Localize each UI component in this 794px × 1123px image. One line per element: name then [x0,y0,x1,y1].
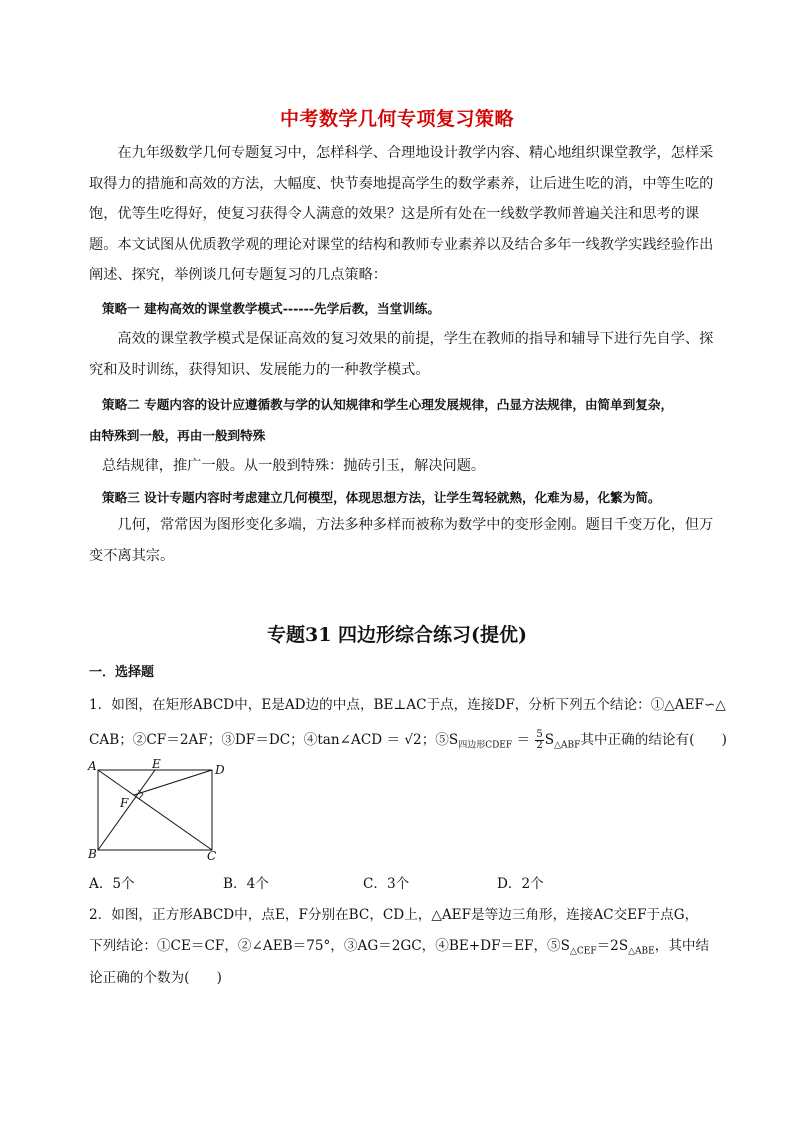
diagonal-ac [98,770,212,850]
q2-line3: 论正确的个数为( ) [89,970,222,986]
strategy3-body: 几何，常常因为图形变化多端，方法多种多样而被称为数学中的变形金刚。题目千变万化，但万变不离其宗。 [89,517,714,564]
q1-rectangle-figure [86,758,236,864]
strategy2-title-line2: 由特殊到一般，再由一般到特殊 [89,428,266,443]
label-e: E [152,758,161,771]
intro-paragraph [89,138,721,291]
label-b: B [88,847,97,861]
q1-option-b[interactable]: B．4个 [223,876,269,892]
strategy2-body: 总结规律，推广一般。从一般到特殊：抛砖引玉，解决问题。 [102,458,486,474]
q1-line2 [89,728,727,751]
intro-text: 在九年级数学几何专题复习中，怎样科学、合理地设计教学内容、精心地组织课堂教学，怎样采取得力的措施和高效的方法，大幅度、快节奏地提高学生的数学素养，让后进生吃的消，中等生吃的饱，优等生吃得好，使复习获得令人满意的效果？这是所有处在一线数学教师普遍关注和思考的课题。本文试图从优质教学观的理论对课堂的结构和教师专业素养以及结合多年一线教学实践经验作出阐述、探究，举例谈几何专题复习的几点策略： [89,145,714,283]
label-d: D [215,763,225,777]
subject-title: 专题31 四边形综合练习(提优) [266,624,528,646]
strategy1-paragraph [89,324,721,385]
section-label: 一．选择题 [89,665,155,680]
q2-sub-cef: △CEF [569,946,597,957]
q1-option-c[interactable]: C．3个 [363,876,410,892]
segment-be [98,770,155,850]
q2-line2-end: ，其中结 [654,938,710,954]
q1-option-d[interactable]: D．2个 [497,876,544,892]
q2-line1: 2．如图，正方形ABCD中，点E，F分别在BC，CD上，△AEF是等边三角形，连接AC交EF于点G， [89,907,699,923]
label-f: F [120,796,129,810]
label-c: C [207,849,217,863]
q2-line2-mid: ＝2S [596,938,629,954]
q1-sub-quad: 四边形CDEF [458,740,513,751]
q1-eq: ＝ [512,732,535,748]
q1-sub-tri: △ABF [554,740,581,751]
label-a: A [88,759,97,773]
strategy2-title-line1: 策略二 专题内容的设计应遵循教与学的认知规律和学生心理发展规律，凸显方法规律，由简单到复杂， [102,397,674,412]
q2-line2 [89,934,709,957]
strategy1-body: 高效的课堂教学模式是保证高效的复习效果的前提，学生在教师的指导和辅导下进行先自学、探究和及时训练，获得知识、发展能力的一种教学模式。 [89,331,714,378]
q2-sub-abe: △ABE [628,946,655,957]
page-title: 中考数学几何专项复习策略 [279,108,514,130]
strategy3-paragraph [89,510,721,571]
q1-line2-end: 其中正确的结论有( ) [580,732,727,748]
strategy1-title: 策略一 建构高效的课堂教学模式------先学后教，当堂训练。 [102,301,440,316]
q1-frac-den: 2 [536,740,543,751]
q1-option-a[interactable]: A．5个 [89,876,135,892]
q1-line2-start: CAB；②CF＝2AF；③DF＝DC；④tan∠ACD ＝ √2；⑤S [89,732,459,748]
q1-line1: 1．如图，在矩形ABCD中，E是AD边的中点，BE⊥AC于点，连接DF，分析下列五个结论：①△AEF∽△ [89,697,726,713]
strategy3-title: 策略三 设计专题内容时考虑建立几何模型，体现思想方法，让学生驾轻就熟，化难为易，化繁为简。 [102,490,661,505]
right-angle-mark [138,790,143,799]
q1-s2: S [544,732,555,748]
q1-fraction [535,730,543,751]
q1-frac-num: 5 [536,729,543,740]
q2-line2-start: 下列结论：①CE＝CF，②∠AEB＝75°，③AG＝2GC，④BE+DF＝EF，⑤S [89,938,570,954]
